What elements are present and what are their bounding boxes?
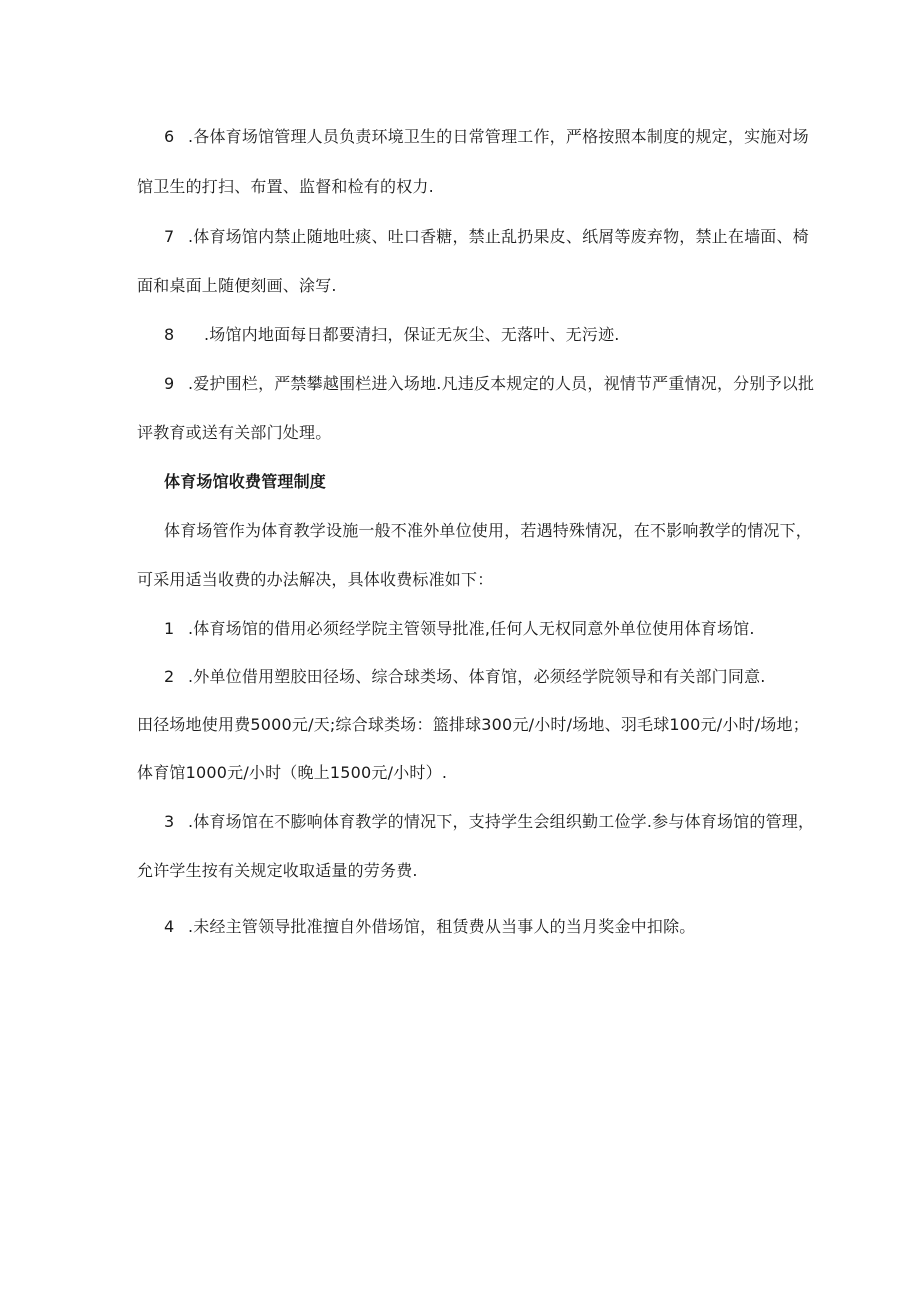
fee-item-2-text-1: .外单位借用塑胶田径场、综合球类场、体育馆，必须经学院领导和有关部门同意. bbox=[188, 667, 766, 686]
fee-item-3-text-1: .体育场馆在不膨响体育教学的情况下，支持学生会组织勤工俭学.参与体育场馆的管理， bbox=[188, 812, 815, 831]
item-6-line-1 bbox=[164, 126, 809, 148]
fee-item-4-line-1 bbox=[164, 916, 696, 938]
fee-item-3-line-2: 允许学生按有关规定收取适量的劳务费. bbox=[137, 861, 418, 880]
fee-item-1-line-1 bbox=[164, 618, 755, 640]
intro-line-2: 可采用适当收费的办法解决，具体收费标准如下： bbox=[137, 570, 494, 589]
fee-item-2-line-3: 体育馆1000元/小时（晚上1500元/小时）. bbox=[137, 763, 448, 782]
item-7-number: 7 bbox=[164, 227, 175, 246]
item-6-number: 6 bbox=[164, 127, 175, 146]
fee-item-2-line-2: 田径场地使用费5000元/天;综合球类场：篮排球300元/小时/场地、羽毛球100元/小时/场地； bbox=[137, 715, 809, 734]
item-9-number: 9 bbox=[164, 374, 175, 393]
item-6-line-2: 馆卫生的打扫、布置、监督和检有的权力. bbox=[137, 177, 434, 196]
intro-line-1: 体育场管作为体育教学设施一般不准外单位使用，若遇特殊情况，在不影响教学的情况下， bbox=[164, 521, 813, 540]
fee-item-1-number: 1 bbox=[164, 619, 175, 638]
item-7-line-2: 面和桌面上随便刻画、涂写. bbox=[137, 276, 337, 295]
item-8-text-1: .场馆内地面每日都要清扫，保证无灰尘、无落叶、无污迹. bbox=[204, 325, 620, 344]
fee-item-4-text-1: .未经主管领导批准擅自外借场馆，租赁费从当事人的当月奖金中扣除。 bbox=[188, 917, 696, 936]
item-9-line-1 bbox=[164, 373, 814, 395]
fee-item-2-number: 2 bbox=[164, 667, 175, 686]
item-9-line-2: 评教育或送有关部门处理。 bbox=[137, 423, 332, 442]
item-7-line-1 bbox=[164, 226, 809, 248]
fee-item-1-text-1: .体育场馆的借用必须经学院主管领导批准,任何人无权同意外单位使用体育场馆. bbox=[188, 619, 755, 638]
fee-item-4-number: 4 bbox=[164, 917, 175, 936]
item-8-number: 8 bbox=[164, 325, 175, 344]
item-8-line-1 bbox=[164, 324, 620, 346]
section-title: 体育场馆收费管理制度 bbox=[164, 472, 327, 491]
fee-item-3-line-1 bbox=[164, 811, 814, 833]
item-9-text-1: .爱护围栏，严禁攀越围栏进入场地.凡违反本规定的人员，视情节严重情况，分别予以批 bbox=[188, 374, 815, 393]
item-6-text-1: .各体育场馆管理人员负责环境卫生的日常管理工作，严格按照本制度的规定，实施对场 bbox=[188, 127, 809, 146]
fee-item-3-number: 3 bbox=[164, 812, 175, 831]
fee-item-2-line-1 bbox=[164, 666, 766, 688]
item-7-text-1: .体育场馆内禁止随地吐痰、吐口香糖，禁止乱扔果皮、纸屑等废弃物，禁止在墙面、椅 bbox=[188, 227, 809, 246]
